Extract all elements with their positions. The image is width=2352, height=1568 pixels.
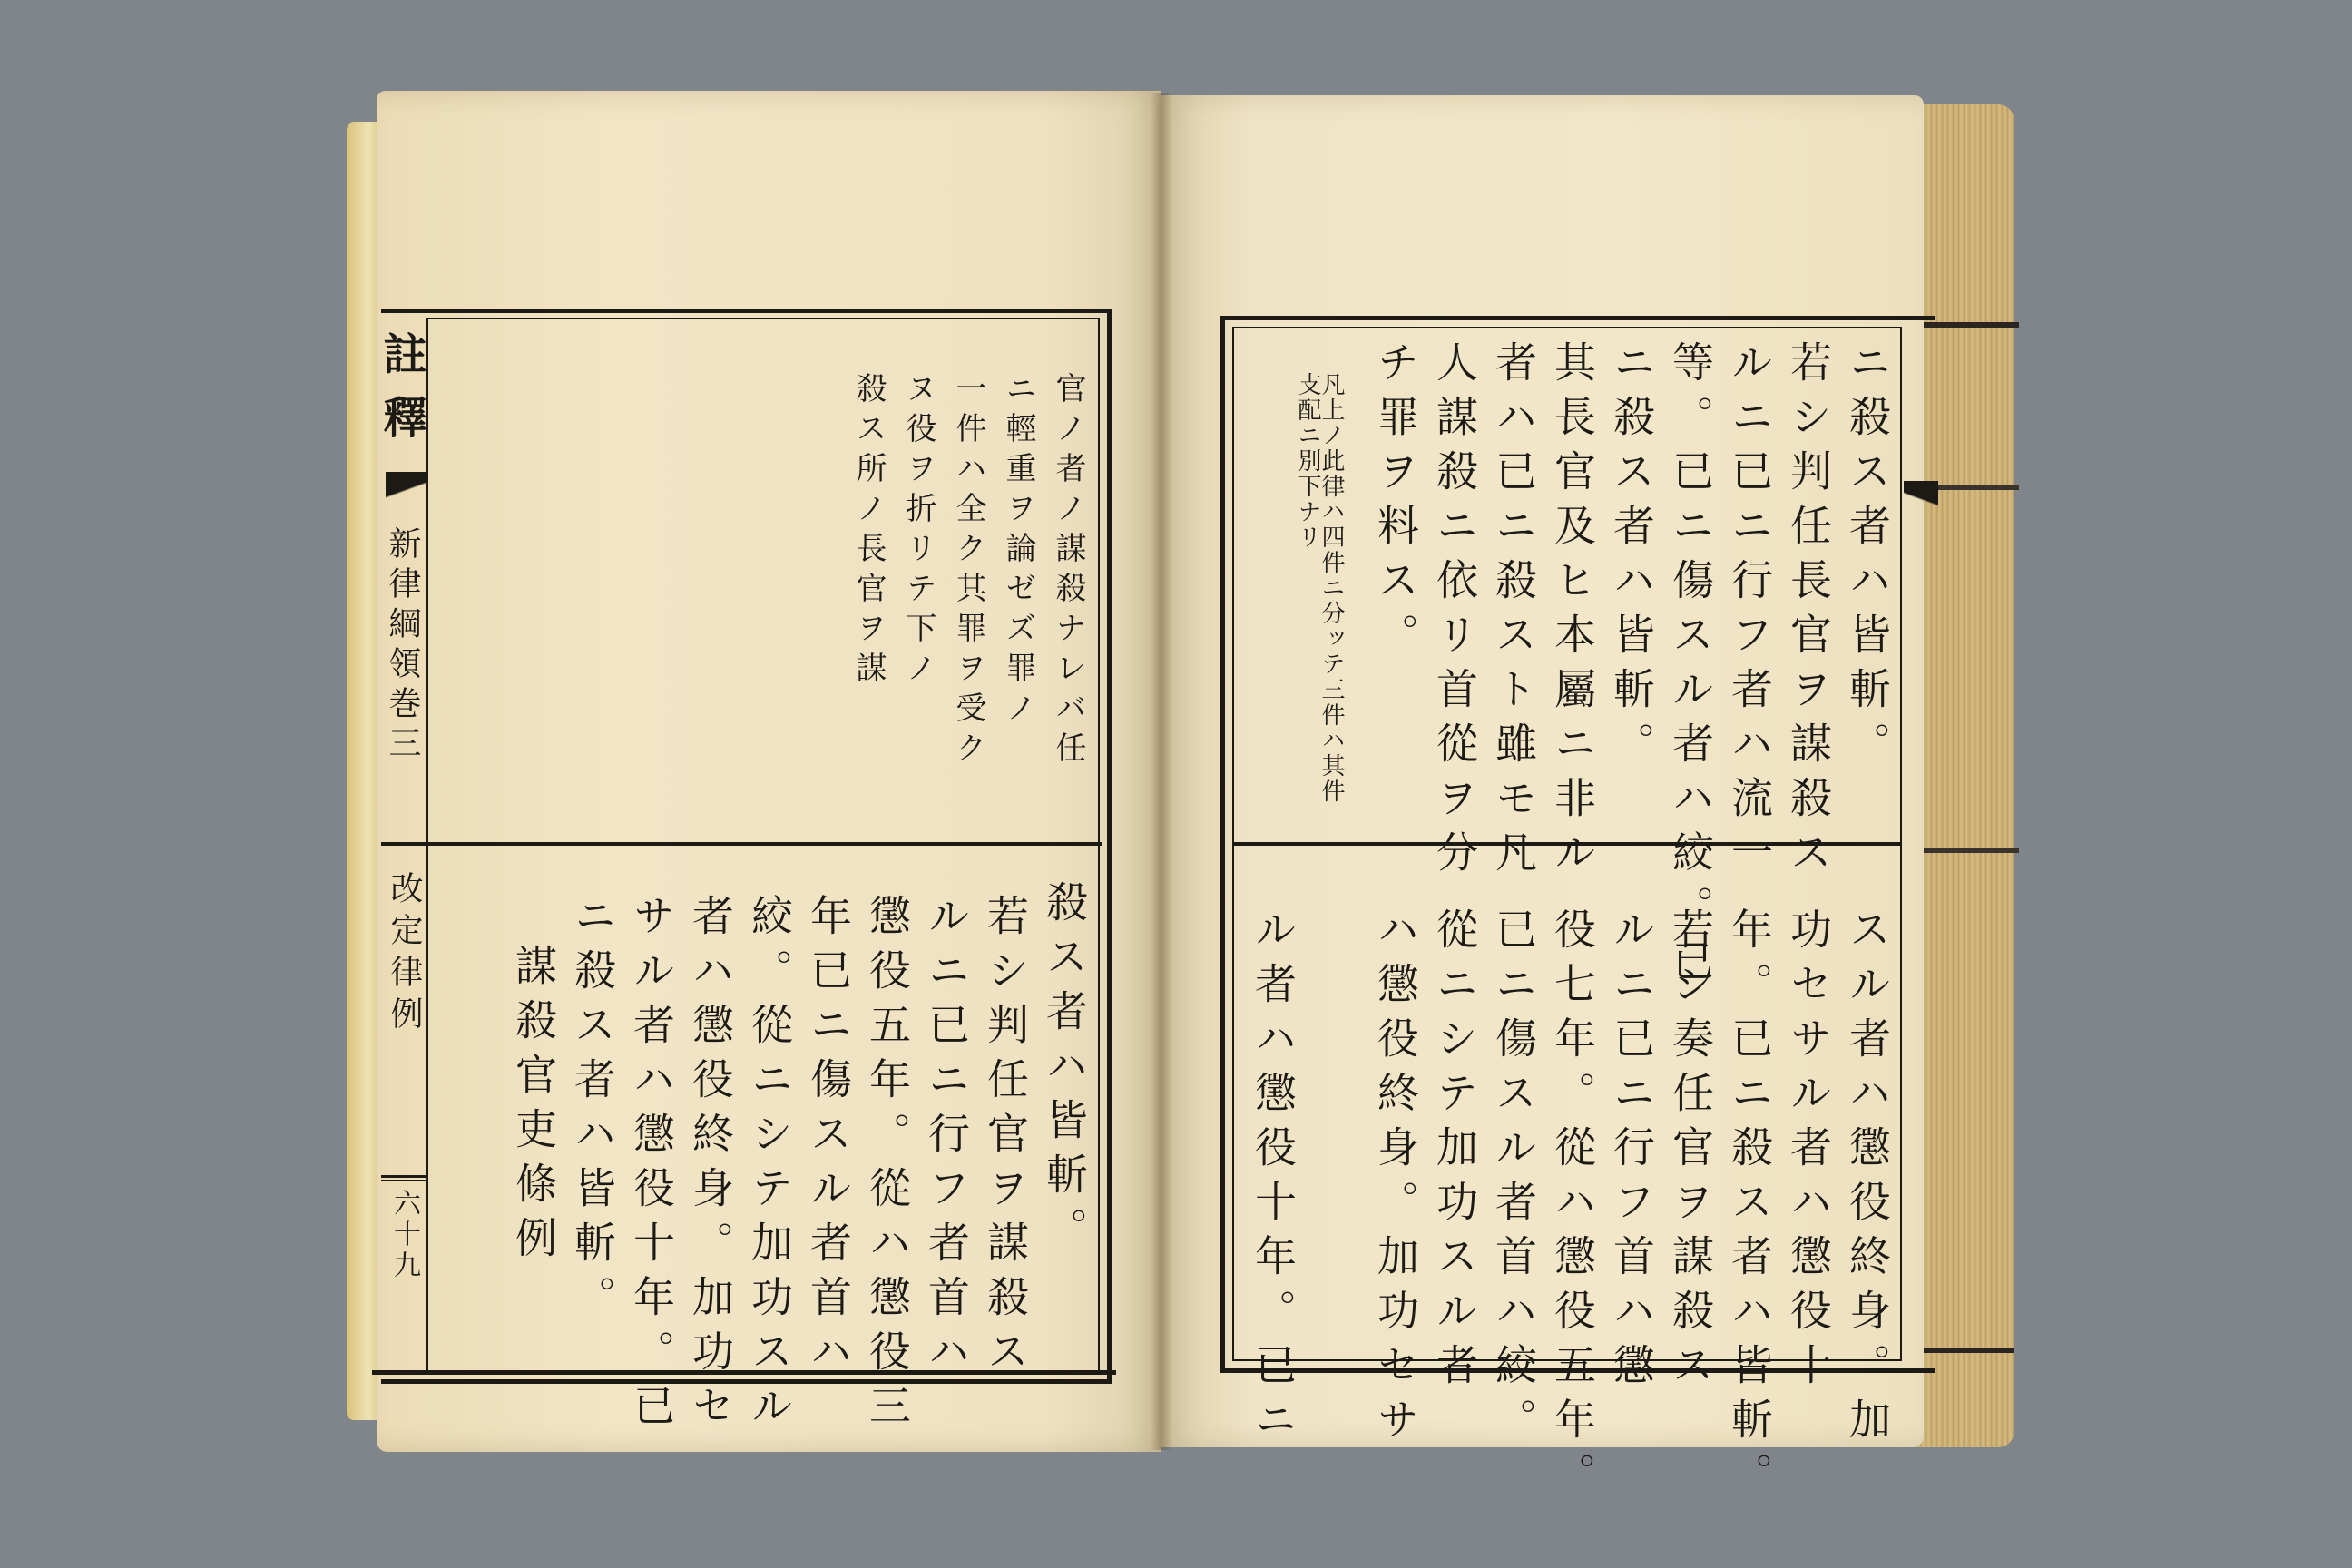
right-lower-col-9: ハ懲役終身。加功セサ xyxy=(1371,907,1420,1452)
right-lower-col-1: スル者ハ懲役終身。加 xyxy=(1843,907,1892,1452)
right-lower-col-5: ルニ已ニ行フ首ハ懲 xyxy=(1607,907,1656,1397)
right-lower-col-3: 年。已ニ殺ス者ハ皆斬。 xyxy=(1725,907,1774,1506)
margin-line-1 xyxy=(381,1175,428,1178)
right-upper-col-6: 其長官及ヒ本屬ニ非ル xyxy=(1548,340,1597,885)
right-lower-col-8: 從ニシテ加功スル者 xyxy=(1430,907,1479,1397)
left-upper-col-5: 殺ス所ノ長官ヲ謀 xyxy=(850,372,887,691)
margin-book-title: 新律綱領巻三 xyxy=(384,526,421,766)
left-lower-col-3: ルニ已ニ行フ者首ハ xyxy=(922,894,971,1384)
right-upper-col-9: チ罪ヲ料ス。 xyxy=(1371,340,1420,667)
margin-title: 註釋 xyxy=(376,331,426,458)
right-fishtail xyxy=(1904,481,1938,517)
left-lower-col-2: 若シ判任官ヲ謀殺ス xyxy=(981,894,1030,1384)
right-lower-col-7: 已ニ傷スル者首ハ絞。 xyxy=(1489,907,1538,1452)
margin-fishtail-top xyxy=(386,472,426,508)
right-upper-col-5: ニ殺ス者ハ皆斬。 xyxy=(1607,340,1656,776)
right-upper-col-7: 者ハ已ニ殺スト雖モ凡 xyxy=(1489,340,1538,885)
right-lower-col-4: 若シ奏任官ヲ謀殺ス xyxy=(1666,907,1715,1397)
left-upper-col-3: 一件ハ全ク其罪ヲ受ク xyxy=(950,372,986,771)
margin-line-2 xyxy=(381,1180,428,1181)
right-upper-note: 凡上ノ此律ハ四件ニ分ッテ三件ハ其件支配ニ別下ナリ xyxy=(1294,372,1345,804)
left-lower-col-1: 殺ス者ハ皆斬。 xyxy=(1040,880,1089,1261)
right-upper-col-3: ルニ已ニ行フ者ハ流一 xyxy=(1725,340,1774,885)
right-upper-col-1: ニ殺ス者ハ皆斬。 xyxy=(1843,340,1892,776)
left-upper-col-1: 官ノ者ノ謀殺ナレバ任 xyxy=(1050,372,1086,771)
right-lower-col-6: 役七年。從ハ懲役五年。 xyxy=(1548,907,1597,1506)
right-lower-col-2: 功セサル者ハ懲役十 xyxy=(1784,907,1833,1397)
left-lower-col-10: 謀殺官吏條例 xyxy=(509,944,558,1270)
left-upper-col-4: ヌ役ヲ折リテ下ノ xyxy=(900,372,936,691)
left-lower-col-5: 年已ニ傷スル者首ハ xyxy=(804,894,853,1384)
right-upper-col-4: 等。已ニ傷スル者ハ絞。已 xyxy=(1666,340,1715,994)
right-upper-col-2: 若シ判任長官ヲ謀殺ス xyxy=(1784,340,1833,885)
margin-folio: 六十九 xyxy=(388,1189,420,1281)
left-upper-col-2: ニ輕重ヲ論ゼズ罪ノ xyxy=(1000,372,1036,731)
gutter xyxy=(1151,93,1172,1450)
left-lower-col-4: 懲役五年。從ハ懲役三 xyxy=(863,894,912,1438)
left-lower-col-7: 者ハ懲役終身。加功セ xyxy=(686,894,735,1438)
left-lower-col-6: 絞。從ニシテ加功スル xyxy=(745,894,794,1438)
right-upper-col-8: 人謀殺ニ依リ首從ヲ分 xyxy=(1430,340,1479,885)
left-divider xyxy=(381,842,1102,846)
left-lower-col-8: サル者ハ懲役十年。已 xyxy=(627,894,676,1438)
margin-section: 改定律例 xyxy=(386,871,423,1038)
left-lower-col-9: ニ殺ス者ハ皆斬。 xyxy=(568,894,617,1329)
right-lower-col-10: ル者ハ懲役十年。已ニ xyxy=(1249,907,1298,1452)
